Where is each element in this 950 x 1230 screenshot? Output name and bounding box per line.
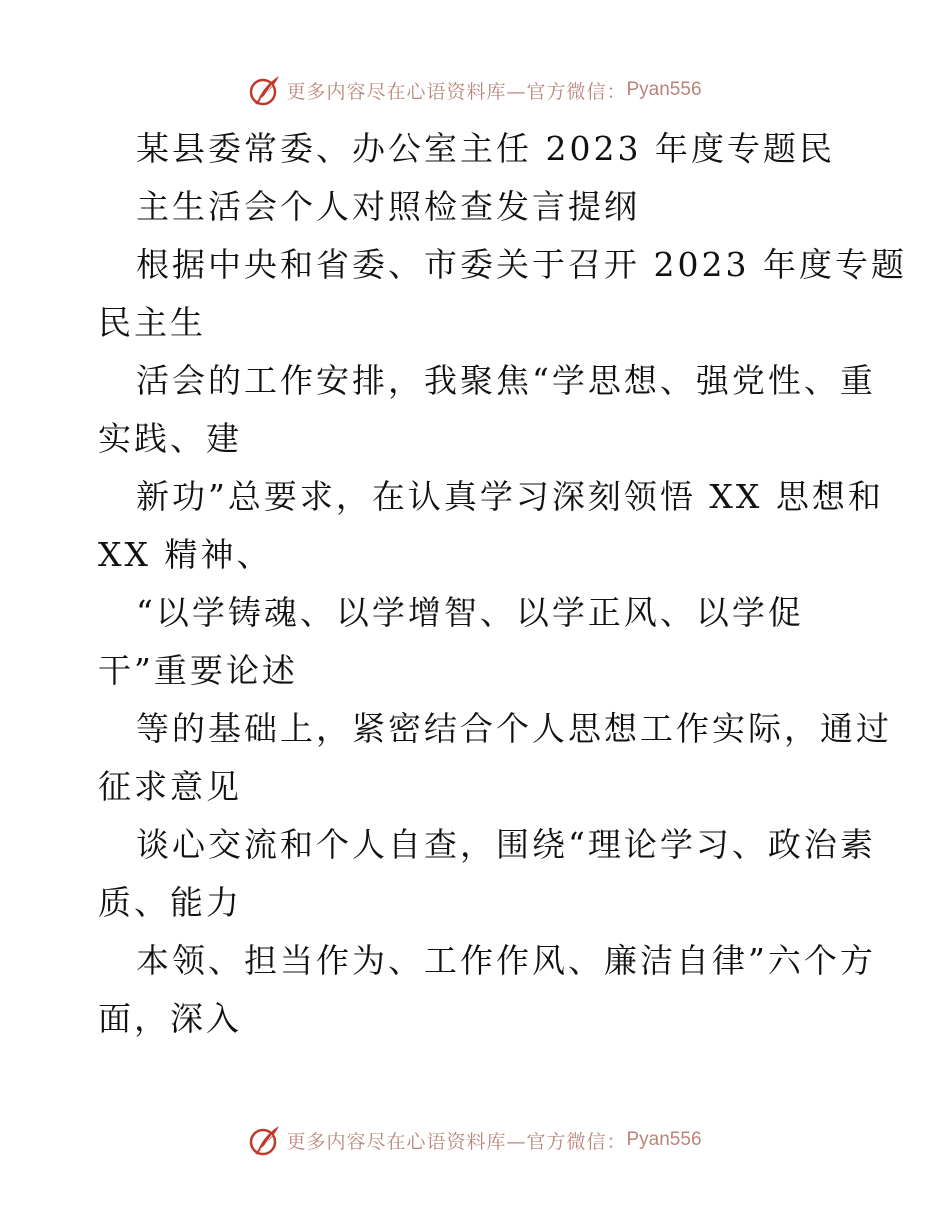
quill-pen-logo-icon (248, 73, 282, 107)
banner-text: 更多内容尽在心语资料库—官方微信： (286, 80, 627, 103)
body-line: 活会的工作安排，我聚焦“学思想、强党性、重 (136, 361, 876, 400)
title-line: 主生活会个人对照检查发言提纲 (136, 187, 640, 226)
header-banner (0, 72, 950, 108)
quill-pen-logo-icon (248, 1123, 282, 1157)
body-line: 干”重要论述 (98, 651, 298, 690)
banner-wechat-id: Pyan556 (626, 1129, 702, 1150)
body-line: 质、能力 (98, 883, 242, 922)
body-line: XX 精神、 (98, 535, 273, 574)
body-line: 民主生 (98, 303, 206, 342)
body-line: 等的基础上，紧密结合个人思想工作实际，通过 (136, 709, 892, 748)
body-line: 新功”总要求，在认真学习深刻领悟 XX 思想和 (136, 477, 884, 516)
banner-text: 更多内容尽在心语资料库—官方微信： (286, 1130, 627, 1153)
body-line: 根据中央和省委、市委关于召开 2023 年度专题 (136, 245, 907, 284)
body-line: 谈心交流和个人自查，围绕“理论学习、政治素 (136, 825, 876, 864)
body-line: 本领、担当作为、工作作风、廉洁自律”六个方 (136, 941, 876, 980)
body-line: “以学铸魂、以学增智、以学正风、以学促 (136, 593, 804, 632)
banner-wechat-id: Pyan556 (626, 79, 702, 100)
document-body (98, 120, 907, 1048)
body-line: 征求意见 (98, 767, 242, 806)
footer-banner (0, 1122, 950, 1158)
body-line: 面，深入 (98, 999, 242, 1038)
body-line: 实践、建 (98, 419, 242, 458)
title-line: 某县委常委、办公室主任 2023 年度专题民 (136, 129, 835, 168)
